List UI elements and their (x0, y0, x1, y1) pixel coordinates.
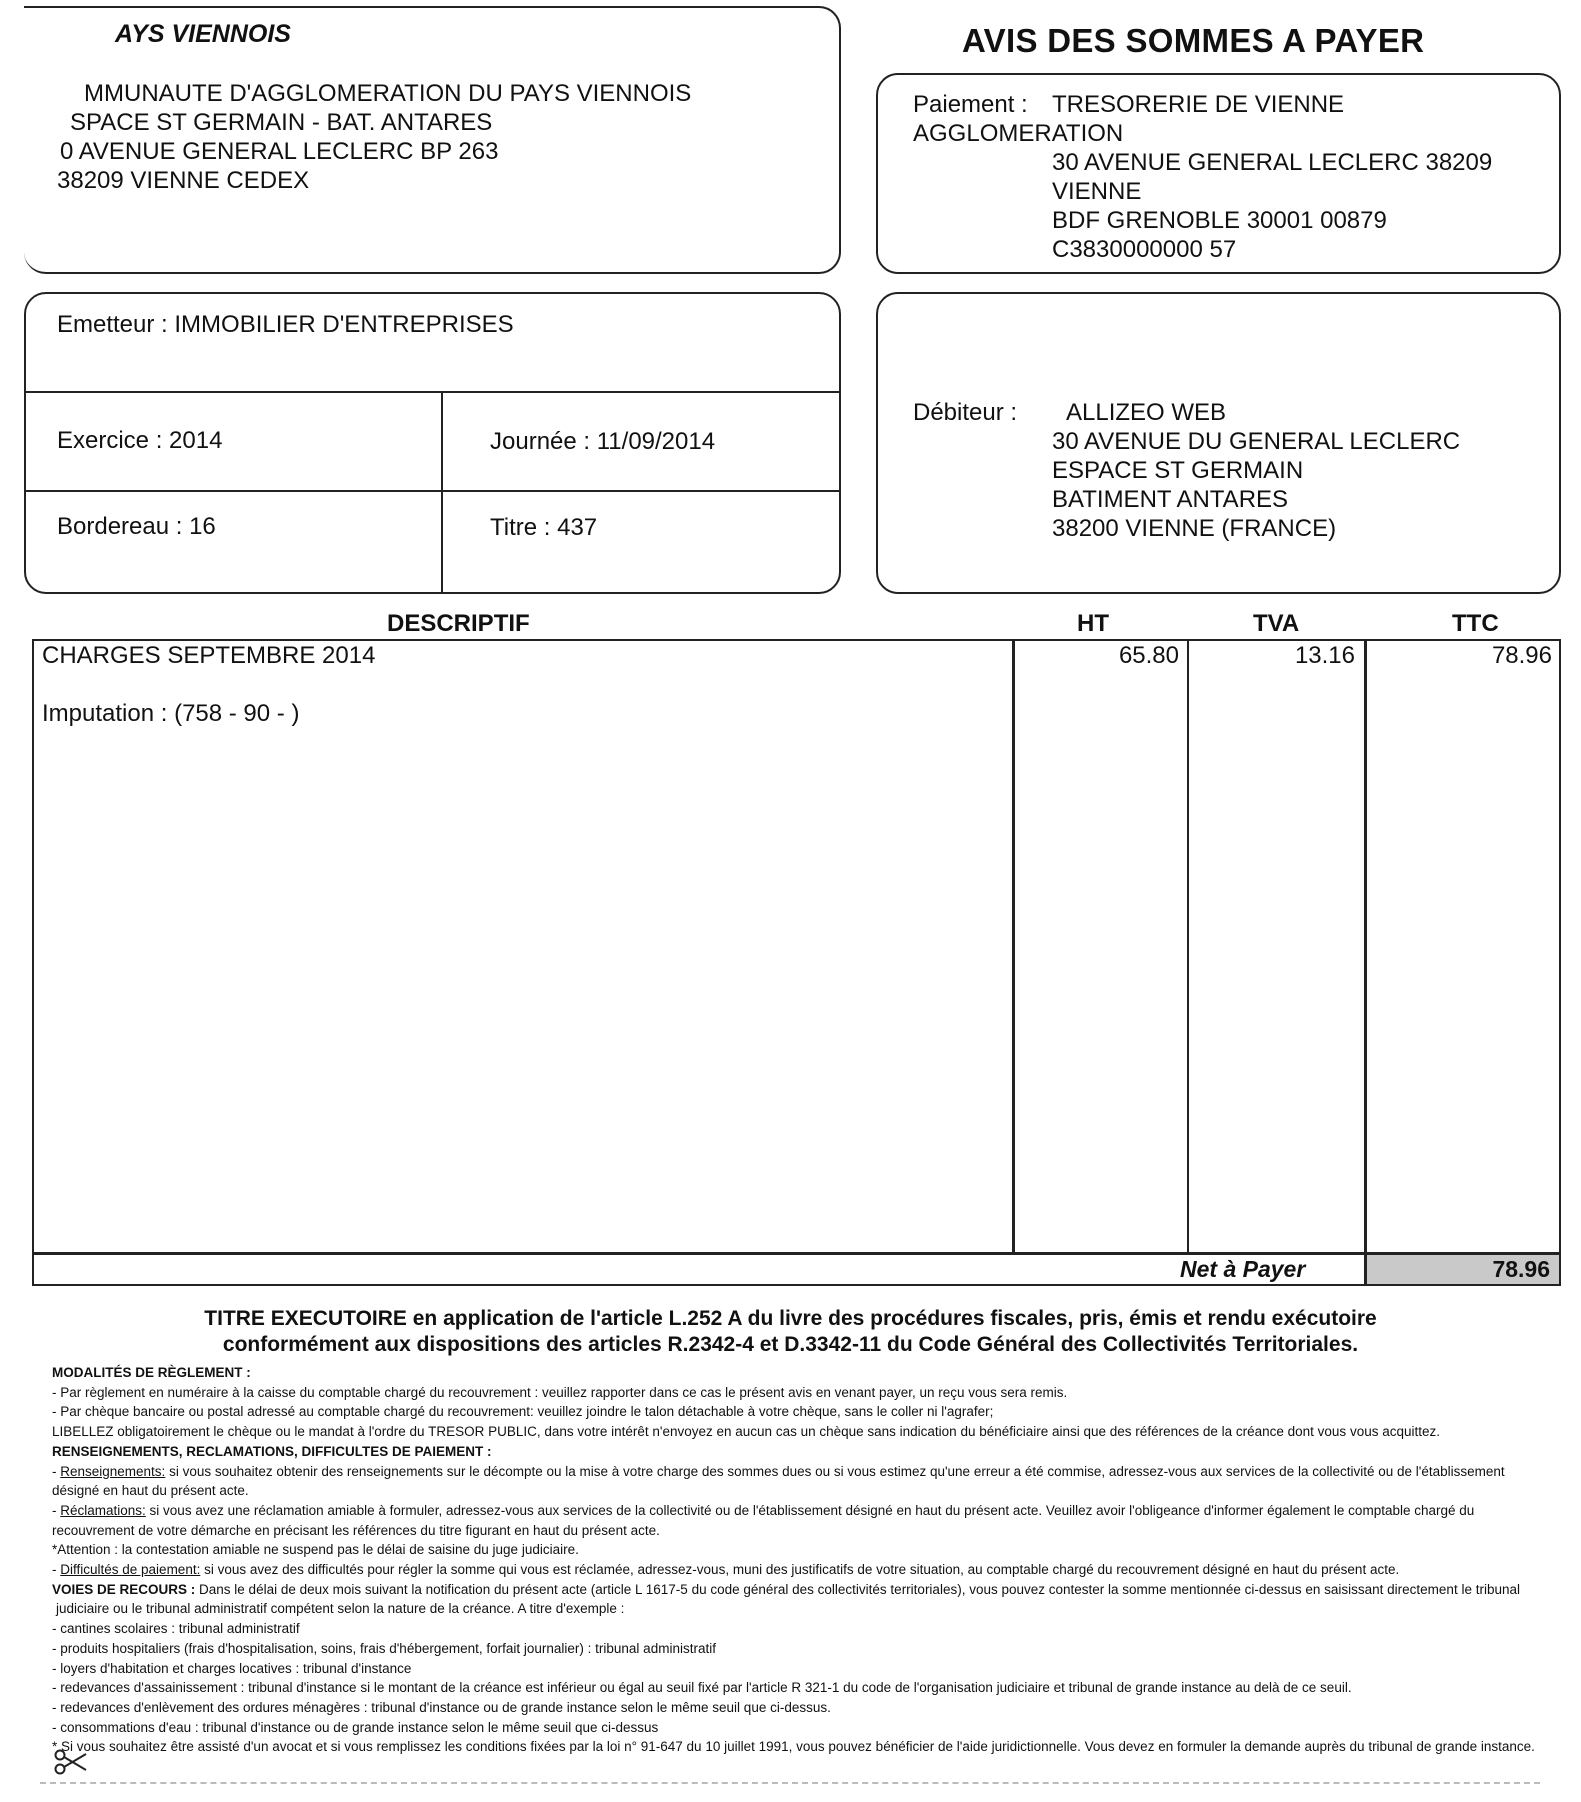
legal-label-renseignements: Renseignements: (60, 1463, 166, 1479)
titre: Titre : 437 (490, 514, 598, 541)
legal-line: - Réclamations: si vous avez une réclamation amiable à formuler, adressez-vous aux services de la collectivité ou de l'établissement désigné en haut du présent acte. Veuillez avoir l'obligeance d'informer également le comptable chargé du (52, 1502, 1475, 1518)
net-value: 78.96 (1492, 1256, 1550, 1282)
issuer-divider-v (441, 392, 443, 593)
issuer-divider-h2 (25, 490, 840, 492)
sender-title: AYS VIENNOIS (115, 20, 291, 48)
legal-line: recouvrement de votre démarche en précisant les références du titre figurant en haut du présent acte. (52, 1522, 660, 1538)
legal-line: désigné en haut du présent acte. (52, 1483, 249, 1499)
issuer-divider-h1 (25, 391, 840, 393)
row-imputation: Imputation : (758 - 90 - ) (42, 700, 300, 727)
sender-line-3: 0 AVENUE GENERAL LECLERC BP 263 (60, 138, 499, 165)
legal-notes (52, 1363, 1562, 1757)
sender-line-1: MMUNAUTE D'AGGLOMERATION DU PAYS VIENNOIS (84, 80, 692, 107)
titre-executoire-line1: TITRE EXECUTOIRE en application de l'article L.252 A du livre des procédures fiscales, pris, émis et rendu exécutoire (204, 1307, 1377, 1330)
row-ht: 65.80 (1118, 642, 1179, 669)
col-header-descriptif: DESCRIPTIF (387, 610, 530, 637)
legal-line (52, 1580, 1562, 1600)
legal-text: si vous avez une réclamation amiable à formuler, adressez-vous aux services de la collectivité ou de l'établissement désigné en haut du présent acte. Veuillez avoir l'obligeance d'informer également le comptable chargé du (145, 1502, 1475, 1518)
legal-line: - Difficultés de paiement: si vous avez des difficultés pour régler la somme qui vous est réclamée, adressez-vous, muni des justificatifs de votre situation, au comptable chargé du recouvrement désigné en haut du présent acte. (52, 1562, 1400, 1578)
legal-label-reclamations: Réclamations: (60, 1502, 146, 1518)
row-tva: 13.16 (1294, 642, 1355, 669)
legal-line: *Attention : la contestation amiable ne suspend pas le délai de saisine du juge judiciaire. (52, 1542, 579, 1558)
legal-line: LIBELLEZ obligatoirement le chèque ou le mandat à l'ordre du TRESOR PUBLIC, dans votre intérêt n'envoyez en aucun cas un chèque sans indication du bénéficiaire ainsi que des références de la créance dont vous vous acquittez. (52, 1424, 1440, 1440)
legal-line: - Par chèque bancaire ou postal adressé au comptable chargé du recouvrement: veuillez joindre le talon détachable à votre chèque, sans le coller ni l'agrafer; (52, 1404, 994, 1420)
payment-line-1: 30 AVENUE GENERAL LECLERC 38209 (1052, 149, 1493, 176)
net-label: Net à Payer (1180, 1256, 1306, 1282)
payment-name-line2: AGGLOMERATION (913, 120, 1124, 147)
legal-text: si vous souhaitez obtenir des renseignements sur le décompte ou la mise à votre charge des sommes dues ou si vous estimez qu'une erreur a été commise, adressez-vous aux services de la collectivité ou de l'établissement (165, 1463, 1505, 1479)
legal-line: - consommations d'eau : tribunal d'instance ou de grande instance selon le même seuil que ci-dessus (52, 1719, 659, 1735)
debtor-line-3: BATIMENT ANTARES (1052, 486, 1289, 513)
legal-label-difficultes: Difficultés de paiement: (60, 1562, 201, 1578)
legal-heading-renseignements: RENSEIGNEMENTS, RECLAMATIONS, DIFFICULTES DE PAIEMENT : (52, 1443, 492, 1459)
exercice: Exercice : 2014 (57, 427, 223, 454)
legal-line: judiciaire ou le tribunal administratif compétent selon la nature de la créance. A titre d'exemple : (56, 1601, 625, 1617)
row-ttc: 78.96 (1491, 642, 1552, 669)
sender-line-2: SPACE ST GERMAIN - BAT. ANTARES (70, 109, 493, 136)
titre-executoire-line2: conformément aux dispositions des articles R.2342-4 et D.3342-11 du Code Général des Collectivités Territoriales. (222, 1333, 1359, 1356)
legal-heading-reglement: MODALITÉS DE RÈGLEMENT : (52, 1365, 251, 1380)
legal-line: * Si vous souhaitez être assisté d'un avocat et si vous remplissez les conditions fixées par la loi n° 91-647 du 10 juillet 1991, vous pouvez bénéficier de l'aide juridictionnelle. Vous devez en formuler la demande auprès du tribunal de grande instance. (52, 1739, 1535, 1755)
legal-line: - redevances d'enlèvement des ordures ménagères : tribunal d'instance ou de grande instance selon le même seuil que ci-dessus. (52, 1699, 831, 1715)
legal-text: si vous avez des difficultés pour régler la somme qui vous est réclamée, adressez-vous, muni des justificatifs de votre situation, au comptable chargé du recouvrement désigné en haut du présent acte. (200, 1562, 1400, 1578)
debtor-line-1: 30 AVENUE DU GENERAL LECLERC (1052, 428, 1461, 455)
debtor-label: Débiteur : (913, 399, 1018, 426)
debtor-line-2: ESPACE ST GERMAIN (1052, 457, 1304, 484)
scissors-icon (54, 1748, 88, 1776)
col-divider-1 (1012, 640, 1015, 1254)
debtor-line-4: 38200 VIENNE (FRANCE) (1052, 515, 1337, 542)
legal-line: - cantines scolaires : tribunal administratif (52, 1621, 300, 1637)
items-table (32, 639, 1561, 1286)
legal-line: - loyers d'habitation et charges locatives : tribunal d'instance (52, 1660, 412, 1676)
row-description: CHARGES SEPTEMBRE 2014 (42, 642, 376, 669)
net-row-divider (33, 1252, 1560, 1255)
cut-line (40, 1782, 1540, 1784)
legal-line: - redevances d'assainissement : tribunal d'instance si le montant de la créance est inférieur ou égal au seuil fixé par l'article R 321-1 du code de l'organisation judiciaire et tribunal de grande instance au delà de ce seuil. (52, 1680, 1352, 1696)
col-divider-2 (1187, 640, 1189, 1254)
legal-text: Dans le délai de deux mois suivant la notification du présent acte (article L 1617-5 du code général des collectivités territoriales), vous pouvez contester la somme mentionnée ci-dessus en saisissant directement le tribunal (195, 1581, 1520, 1597)
emetteur: Emetteur : IMMOBILIER D'ENTREPRISES (57, 311, 514, 338)
col-divider-3 (1364, 640, 1367, 1286)
payment-name-line1: TRESORERIE DE VIENNE (1052, 91, 1345, 118)
col-header-ttc: TTC (1452, 610, 1499, 637)
legal-line: - Renseignements: si vous souhaitez obtenir des renseignements sur le décompte ou la mise à votre charge des sommes dues ou si vous estimez qu'une erreur a été commise, adressez-vous aux services de la collectivité ou de l'établissement (52, 1463, 1505, 1479)
legal-line: - Par règlement en numéraire à la caisse du comptable chargé du recouvrement : veuillez rapporter dans ce cas le présent avis en venant payer, un reçu vous sera remis. (52, 1384, 1068, 1400)
journee: Journée : 11/09/2014 (490, 428, 716, 455)
sender-line-4: 38209 VIENNE CEDEX (57, 167, 310, 194)
bordereau: Bordereau : 16 (57, 513, 216, 540)
col-header-tva: TVA (1253, 610, 1300, 637)
col-header-ht: HT (1077, 610, 1109, 637)
debtor-name: ALLIZEO WEB (1066, 399, 1227, 426)
payment-label: Paiement : (913, 91, 1028, 118)
page-title: AVIS DES SOMMES A PAYER (962, 22, 1425, 59)
legal-line: - produits hospitaliers (frais d'hospitalisation, soins, frais d'hébergement, forfait journalier) : tribunal administratif (52, 1640, 716, 1656)
payment-line-4: C3830000000 57 (1052, 236, 1237, 263)
payment-line-3: BDF GRENOBLE 30001 00879 (1052, 207, 1387, 234)
payment-line-2: VIENNE (1052, 178, 1142, 205)
legal-label-voies: VOIES DE RECOURS : (52, 1581, 196, 1597)
